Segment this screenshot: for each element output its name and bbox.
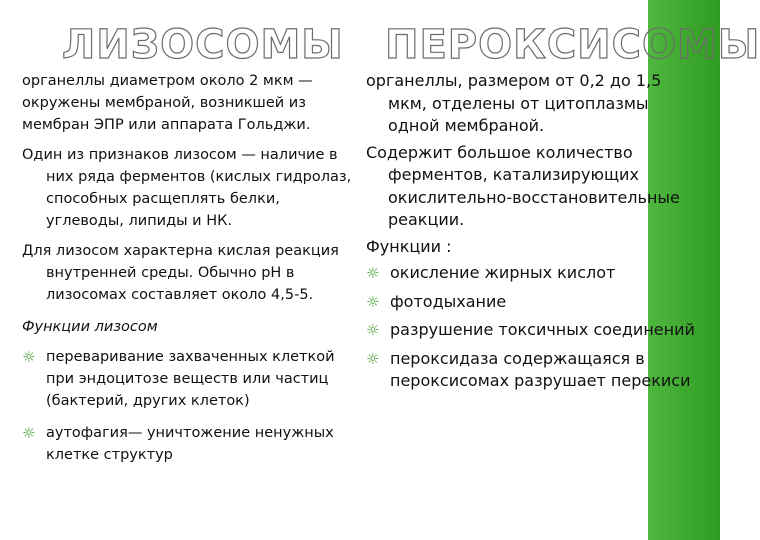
- sun-bullet-icon: ☼: [366, 292, 380, 311]
- lysosomes-functions-heading: Функции лизосом: [22, 319, 158, 335]
- peroxisomes-definition: органеллы, размером от 0,2 до 1,5 мкм, отделены от цитоплазмы одной мембраной.: [366, 71, 662, 135]
- lysosomes-function-text: переваривание захваченных клеткой при эндоцитозе веществ или частиц (бактерий, других клеток): [46, 349, 335, 409]
- lysosomes-function-item: [22, 422, 352, 466]
- lysosomes-ph: Для лизосом характерна кислая реакция внутренней среды. Обычно pH в лизосомах составляет около 4,5-5.: [22, 243, 339, 303]
- peroxisomes-function-text: окисление жирных кислот: [390, 263, 616, 282]
- peroxisomes-function-text: фотодыхание: [390, 291, 507, 311]
- peroxisomes-functions-heading: Функции :: [366, 236, 452, 256]
- title-lysosomes: ЛИЗОСОМЫ: [62, 22, 344, 68]
- lysosomes-function-text: аутофагия— уничтожение ненужных клетке структур: [46, 425, 334, 463]
- peroxisomes-functions-list: [366, 262, 696, 393]
- sun-bullet-icon: ☼: [22, 348, 36, 366]
- peroxisomes-function-text: пероксидаза содержащаяся в пероксисомах разрушает перекиси: [390, 348, 691, 390]
- peroxisomes-function-item: [366, 291, 696, 314]
- peroxisomes-function-text: разрушение токсичных соединений: [390, 320, 695, 339]
- peroxisomes-enzymes: Содержит большое количество ферментов, катализирующих окислительно-восстановительные реакции.: [366, 142, 680, 229]
- sun-bullet-icon: ☼: [366, 264, 380, 282]
- peroxisomes-function-item: [366, 319, 696, 342]
- lysosomes-column: [22, 70, 352, 476]
- lysosomes-definition: органеллы диаметром около 2 мкм — окружены мембраной, возникшей из мембран ЭПР или аппарата Гольджи.: [22, 73, 313, 133]
- sun-bullet-icon: ☼: [366, 349, 380, 368]
- lysosomes-function-item: [22, 346, 352, 412]
- title-peroxisomes: ПЕРОКСИСОМЫ: [385, 22, 760, 68]
- sun-bullet-icon: ☼: [22, 424, 36, 442]
- peroxisomes-function-item: [366, 262, 696, 285]
- peroxisomes-column: [366, 70, 696, 399]
- sun-bullet-icon: ☼: [366, 321, 380, 339]
- peroxisomes-function-item: [366, 348, 696, 393]
- lysosomes-enzymes: Один из признаков лизосом — наличие в них ряда ферментов (кислых гидролаз, способных расщеплять белки, углеводы, липиды и НК.: [22, 147, 352, 229]
